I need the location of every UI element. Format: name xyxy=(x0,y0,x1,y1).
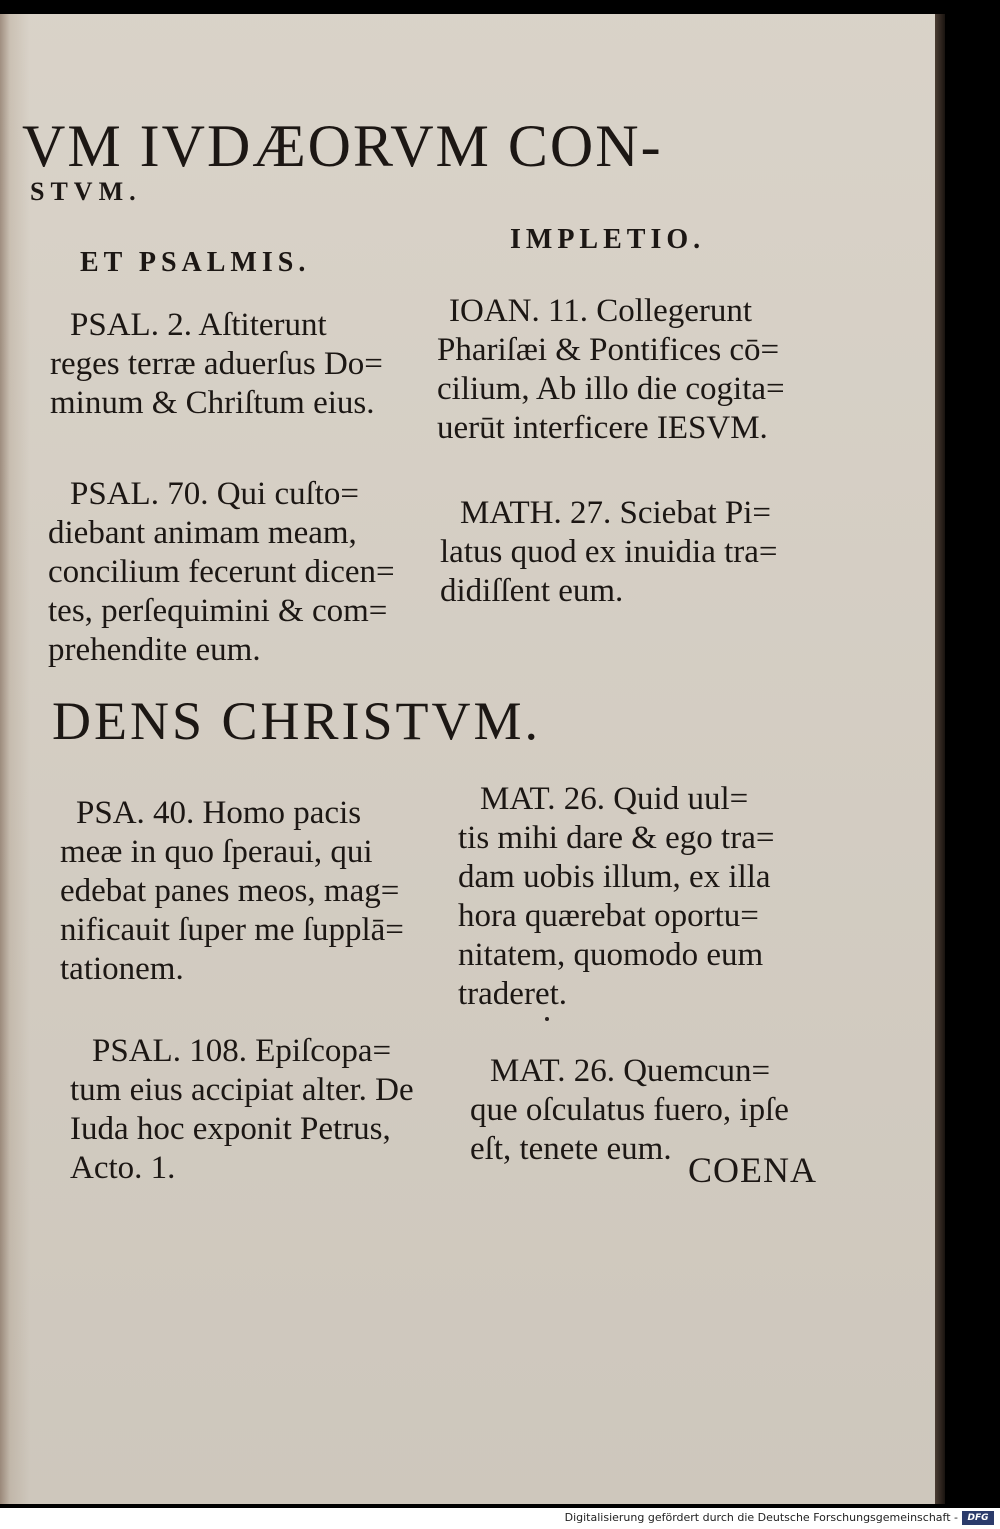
left-column-heading: ET PSALMIS. xyxy=(80,247,311,278)
text-line: que oſculatus fuero, ipſe xyxy=(470,1092,789,1128)
text-line: PSAL. 70. Qui cuſto= xyxy=(70,476,360,512)
text-line: nitatem, quomodo eum xyxy=(458,937,764,973)
text-line: reges terræ aduerſus Do= xyxy=(50,346,383,382)
text-line: edebat panes meos, mag= xyxy=(60,873,400,909)
page-edge xyxy=(935,14,945,1504)
book-page xyxy=(0,14,939,1504)
text-line: eſt, tenete eum. xyxy=(470,1131,672,1167)
right-entry-ioan-11 xyxy=(437,292,785,448)
text-line: tationem. xyxy=(60,951,184,987)
text-line: didiſſent eum. xyxy=(440,573,624,609)
left-entry-psal-108 xyxy=(70,1032,414,1188)
text-line: PSAL. 2. Aſtiterunt xyxy=(70,307,327,343)
footer-credit: Digitalisierung gefördert durch die Deutsche Forschungsgemeinschaft - xyxy=(564,1511,958,1524)
text-line: MAT. 26. Quemcun= xyxy=(490,1053,771,1089)
text-line: PSAL. 108. Epiſcopa= xyxy=(92,1033,392,1069)
text-line: minum & Chriſtum eius. xyxy=(50,385,375,421)
right-column-heading: IMPLETIO. xyxy=(510,224,706,255)
text-line: latus quod ex inuidia tra= xyxy=(440,534,778,570)
text-line: MAT. 26. Quid uul= xyxy=(480,781,749,817)
text-line: tis mihi dare & ego tra= xyxy=(458,820,775,856)
text-line: MATH. 27. Sciebat Pi= xyxy=(460,495,772,531)
left-entry-psal-2 xyxy=(50,306,383,423)
text-line: prehendite eum. xyxy=(48,632,261,668)
text-line: diebant animam meam, xyxy=(48,515,357,551)
ink-speck xyxy=(545,1017,549,1021)
footer-bar xyxy=(0,1508,1000,1529)
dfg-logo-icon[interactable]: DFG xyxy=(962,1511,994,1525)
section-heading: DENS CHRISTVM. xyxy=(52,691,542,751)
text-line: uerūt interficere IESVM. xyxy=(437,410,768,446)
left-entry-psal-70 xyxy=(48,475,395,670)
text-line: Iuda hoc exponit Petrus, xyxy=(70,1111,391,1147)
text-line: nificauit ſuper me ſupplā= xyxy=(60,912,404,948)
right-entry-mat-26-a xyxy=(458,780,774,1014)
text-line: traderet. xyxy=(458,976,568,1012)
text-line: dam uobis illum, ex illa xyxy=(458,859,771,895)
text-line: concilium fecerunt dicen= xyxy=(48,554,395,590)
left-entry-psa-40 xyxy=(60,794,404,989)
text-line: Phariſæi & Pontifices cō= xyxy=(437,332,780,368)
text-line: PSA. 40. Homo pacis xyxy=(76,795,362,831)
page-heading-line1: VM IVDÆORVM CON- xyxy=(22,113,663,179)
text-line: Acto. 1. xyxy=(70,1150,176,1186)
right-entry-math-27 xyxy=(440,494,778,611)
text-line: hora quærebat oportu= xyxy=(458,898,759,934)
text-line: tes, perſequimini & com= xyxy=(48,593,388,629)
text-line: cilium, Ab illo die cogita= xyxy=(437,371,785,407)
text-line: meæ in quo ſperaui, qui xyxy=(60,834,373,870)
text-line: tum eius accipiat alter. De xyxy=(70,1072,414,1108)
catchword: COENA xyxy=(688,1150,817,1190)
text-line: IOAN. 11. Collegerunt xyxy=(449,293,753,329)
page-heading-line2: STVM. xyxy=(30,177,142,206)
